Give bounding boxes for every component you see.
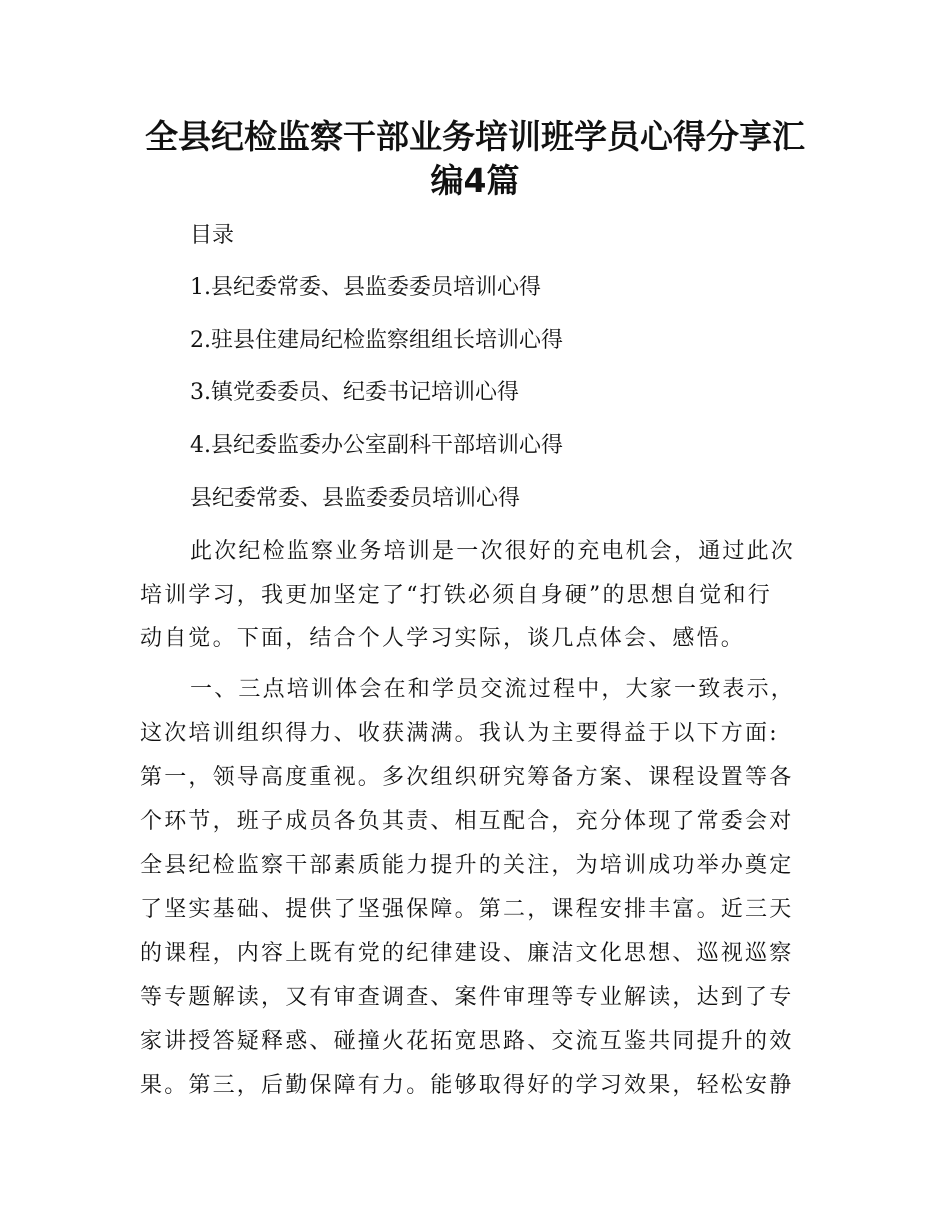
paragraph-line: 培训学习，我更加坚定了“打铁必须自身硬”的思想自觉和行: [140, 583, 772, 608]
toc-item: 2.驻县住建局纪检监察组组长培训心得: [190, 328, 563, 353]
paragraph-line: 个环节，班子成员各负其责、相互配合，充分体现了常委会对: [140, 809, 794, 834]
paragraph-line: 第一，领导高度重视。多次组织研究筹备方案、课程设置等各: [140, 765, 794, 790]
document-title-line-2: 编4篇: [430, 161, 520, 200]
toc-heading: 目录: [190, 223, 235, 248]
section-title: 县纪委常委、县监委委员培训心得: [190, 486, 521, 511]
paragraph-line: 的课程，内容上既有党的纪律建设、廉洁文化思想、巡视巡察: [140, 941, 794, 966]
toc-item: 3.镇党委委员、纪委书记培训心得: [190, 380, 519, 405]
toc-item: 1.县纪委常委、县监委委员培训心得: [190, 275, 541, 300]
document-title-line-1: 全县纪检监察干部业务培训班学员心得分享汇: [145, 117, 805, 156]
paragraph-line: 等专题解读，又有审查调查、案件审理等专业解读，达到了专: [140, 985, 794, 1010]
paragraph-line: 此次纪检监察业务培训是一次很好的充电机会，通过此次: [190, 539, 796, 564]
paragraph-line: 一、三点培训体会在和学员交流过程中，大家一致表示，: [190, 677, 796, 702]
toc-item: 4.县纪委监委办公室副科干部培训心得: [190, 433, 563, 458]
paragraph-line: 果。第三，后勤保障有力。能够取得好的学习效果，轻松安静: [140, 1073, 794, 1098]
paragraph-line: 全县纪检监察干部素质能力提升的关注，为培训成功举办奠定: [140, 853, 794, 878]
paragraph-line: 这次培训组织得力、收获满满。我认为主要得益于以下方面:: [140, 721, 779, 746]
paragraph-line: 了坚实基础、提供了坚强保障。第二，课程安排丰富。近三天: [140, 897, 794, 922]
paragraph-line: 家讲授答疑释惑、碰撞火花拓宽思路、交流互鉴共同提升的效: [140, 1029, 794, 1054]
paragraph-line: 动自觉。下面，结合个人学习实际，谈几点体会、感悟。: [140, 626, 746, 651]
